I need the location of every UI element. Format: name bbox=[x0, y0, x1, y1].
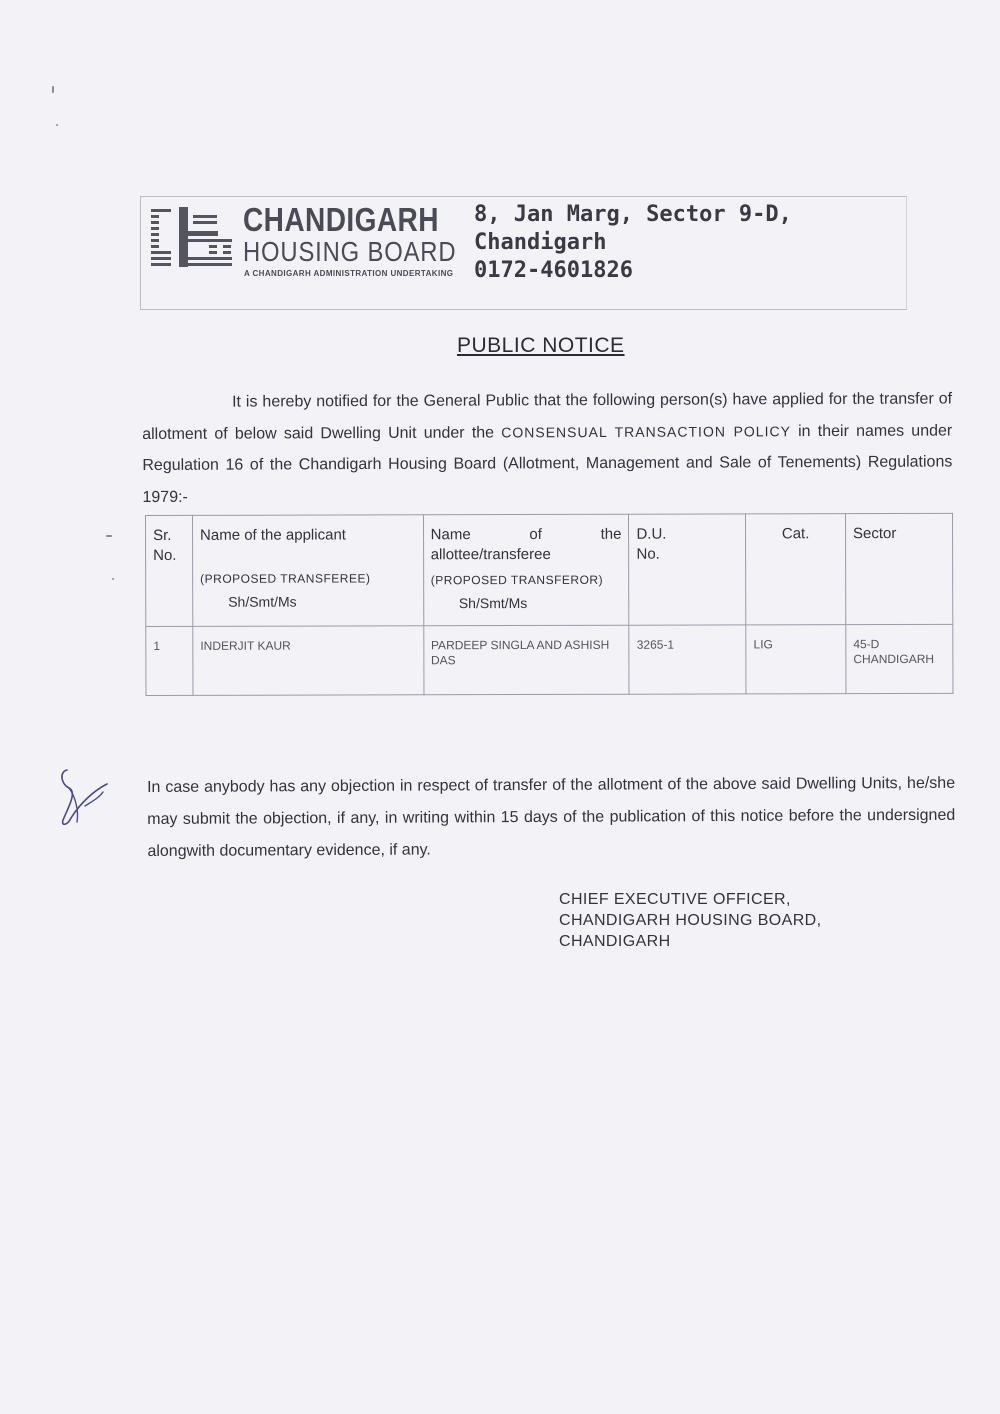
table-row bbox=[146, 624, 953, 695]
phone-number: 0172-4601826 bbox=[474, 258, 633, 283]
org-name-line2: HOUSING BOARD bbox=[243, 236, 457, 267]
intro-paragraph bbox=[142, 383, 953, 513]
scan-speck bbox=[106, 535, 112, 537]
cell-sector: 45-D CHANDIGARH bbox=[846, 624, 953, 693]
signoff-organization: CHANDIGARH HOUSING BOARD, bbox=[559, 912, 822, 929]
org-name-line1: CHANDIGARH bbox=[243, 201, 439, 238]
cell-sr: 1 bbox=[146, 626, 193, 695]
cell-allottee: PARDEEP SINGLA AND ASHISH DAS bbox=[423, 625, 629, 695]
org-address bbox=[474, 201, 792, 285]
signoff-city: CHANDIGARH bbox=[559, 933, 671, 950]
table-header-row bbox=[146, 513, 953, 626]
scan-speck bbox=[56, 124, 58, 126]
header-du-no: D.U. No. bbox=[629, 514, 746, 625]
intro-text-part2: in their names under Regulation 16 of the Chandigarh Housing Board (Allotment, Management and Sale of Tenements) Regulations 1979:- bbox=[142, 421, 953, 506]
org-tagline: A CHANDIGARH ADMINISTRATION UNDERTAKING bbox=[244, 269, 454, 278]
cell-du-no: 3265-1 bbox=[629, 625, 746, 694]
objection-paragraph: In case anybody has any objection in respect of transfer of the allotment of the above said Dwelling Units, he/she may submit the objection, if any, in writing within 15 days of the publication of this notice before the undersigned alongwith documentary evidence, if any. bbox=[147, 774, 956, 860]
header-allottee: Name of the allottee/transferee (PROPOSED TRANSFEROR) Sh/Smt/Ms bbox=[423, 514, 629, 626]
scan-speck bbox=[112, 578, 114, 580]
header-applicant: Name of the applicant (PROPOSED TRANSFEREE) Sh/Smt/Ms bbox=[192, 515, 423, 627]
handwritten-initials-icon bbox=[55, 762, 115, 832]
signoff-block bbox=[559, 889, 821, 952]
cell-applicant: INDERJIT KAUR bbox=[193, 626, 424, 696]
header-cat: Cat. bbox=[746, 514, 846, 625]
intro-text-part1: It is hereby notified for the General Public that the following person(s) have applied for the transfer of allotment of below said Dwelling Unit under the bbox=[142, 390, 953, 443]
cell-cat: LIG bbox=[746, 625, 846, 694]
address-line2: Chandigarh bbox=[474, 230, 607, 255]
chb-logo-icon bbox=[149, 207, 235, 267]
policy-name: CONSENSUAL TRANSACTION POLICY bbox=[501, 422, 791, 440]
transfer-table bbox=[145, 513, 953, 696]
notice-title: PUBLIC NOTICE bbox=[457, 334, 625, 357]
header-sr-no: Sr. No. bbox=[146, 515, 193, 626]
address-line1: 8, Jan Marg, Sector 9-D, bbox=[474, 202, 792, 227]
header-sector: Sector bbox=[845, 513, 952, 624]
letterhead bbox=[140, 196, 907, 310]
scan-speck bbox=[52, 86, 54, 93]
signoff-designation: CHIEF EXECUTIVE OFFICER, bbox=[559, 891, 791, 908]
